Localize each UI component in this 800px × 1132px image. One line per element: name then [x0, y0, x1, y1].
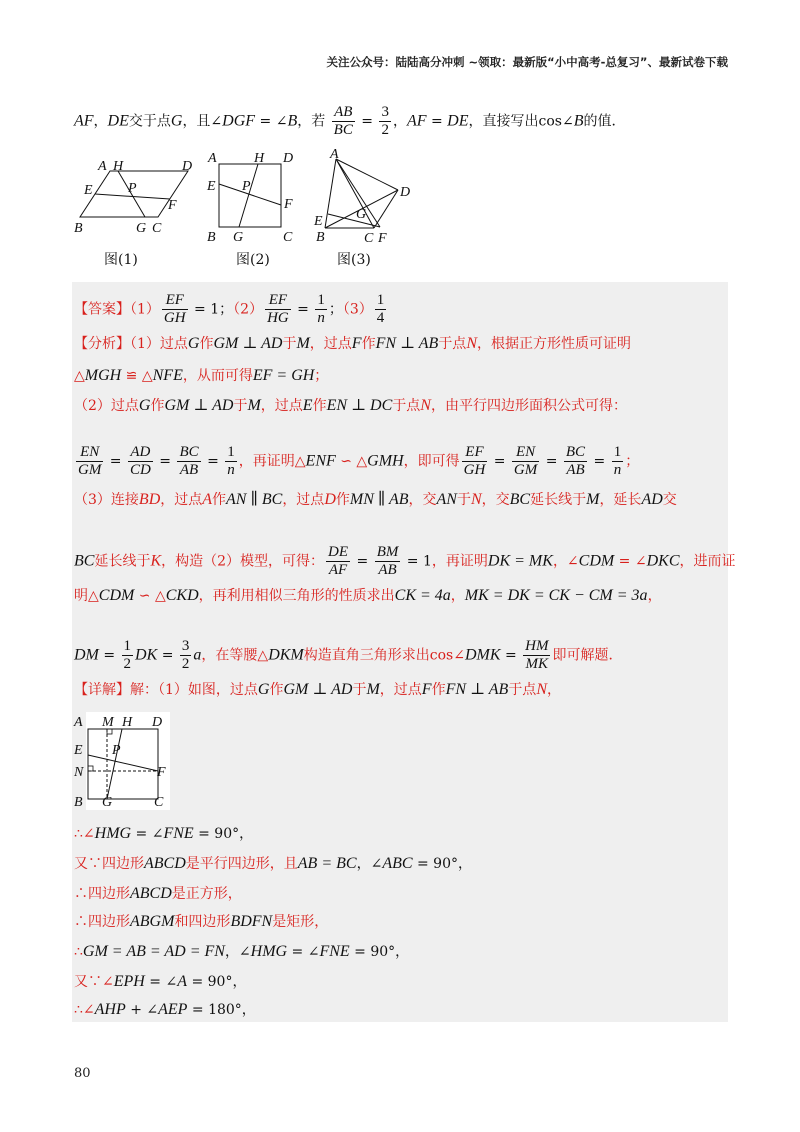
fig4-label: F	[157, 765, 166, 780]
fig3-label: G	[356, 207, 367, 222]
fig4-label: P	[112, 743, 121, 758]
fraction-ab-bc: $\frac{AB}{BC}$	[333, 104, 353, 138]
detail-step-3: ∴四边形ABCD是正方形，	[74, 885, 242, 902]
analysis-line-8: DM = $\frac{1}{2}$ DK = $\frac{3}{2}$ a，在等腰△DKM构造直角三角形求出cos∠DMK = $\frac{HM}{MK}$ 即可解题．	[74, 638, 623, 672]
detail-step-4: ∴四边形ABGM和四边形BDFN是矩形，	[74, 913, 329, 930]
fig2-label: B	[207, 230, 216, 245]
figure-4	[72, 712, 170, 810]
fig1-label: G	[136, 221, 147, 236]
detail-step-7: ∴∠AHP + ∠AEP = 180°，	[74, 1001, 256, 1018]
figure-2-caption: 图(2)	[236, 252, 270, 268]
fig2-label: E	[207, 179, 216, 194]
fraction-1-n: $\frac{1}{n}$	[317, 292, 325, 326]
analysis-line-7: 明△CDM ∽ △CKD，再利用相似三角形的性质求出CK = 4a，MK = DK = CK − CM = 3a，	[74, 587, 662, 604]
fig4-label: A	[74, 715, 83, 730]
fig1-label: E	[84, 183, 93, 198]
figure-3	[308, 146, 416, 246]
figure-1	[70, 152, 195, 238]
analysis-line-6: BC延长线于K，构造（2）模型，可得： $\frac{DE}{AF}$ = $\frac{BM}{AB}$ = 1，再证明DK = MK，∠CDM = ∠DKC，进而证	[74, 544, 736, 578]
fig2-label: C	[283, 230, 293, 245]
fig1-label: D	[182, 159, 193, 174]
fig1-label: F	[168, 198, 177, 213]
page-header: 关注公众号：陆陆高分冲刺 ~领取：最新版“小中高考-总复习”、最新试卷下载	[326, 55, 728, 69]
detail-step-2: 又∵四边形ABCD是平行四边形，且AB = BC，∠ABC = 90°，	[74, 855, 472, 872]
analysis-line-4: $\frac{EN}{GM}$ = $\frac{AD}{CD}$ = $\frac{BC}{AB}$ = $\frac{1}{n}$ ，再证明△ENF ∽ △GMH，即可得 $\frac{EF}{GH}$ = $\frac{EN}{GM}$ = $\frac{BC}{AB}$ = $\frac{1}{n}$ ；	[78, 444, 640, 478]
analysis-line-5: （3）连接BD，过点A作AN ∥ BC，过点D作MN ∥ AB，交AN于N，交BC延长线于M，延长AD交	[74, 491, 677, 508]
fig4-label: M	[102, 715, 114, 730]
analysis-line-2: △MGH ≌ △NFE，从而可得EF = GH；	[74, 367, 329, 384]
fig3-label: E	[314, 214, 323, 229]
detail-step-5: ∴GM = AB = AD = FN，∠HMG = ∠FNE = 90°，	[74, 943, 410, 960]
figure-3-caption: 图(3)	[337, 252, 371, 268]
fig1-label: A	[98, 159, 107, 174]
fig3-label: A	[330, 147, 339, 162]
detail-line-1: 【详解】解：（1）如图，过点G作GM ⊥ AD于M，过点F作FN ⊥ AB于点N，	[74, 681, 561, 698]
fig2-label: G	[233, 230, 244, 245]
fig4-label: H	[122, 715, 133, 730]
fig2-label: A	[208, 151, 217, 166]
fraction-ef-gh: $\frac{EF}{GH}$	[163, 292, 186, 326]
fraction-1-4: $\frac{1}{4}$	[376, 292, 385, 326]
fig2-label: H	[254, 151, 265, 166]
detail-step-1: ∴∠HMG = ∠FNE = 90°，	[74, 825, 254, 842]
fig1-label: C	[152, 221, 162, 236]
fraction-ef-hg: $\frac{EF}{HG}$	[267, 292, 289, 326]
fig4-label: B	[74, 795, 83, 810]
fig3-label: C	[364, 231, 374, 246]
fraction-3-2: $\frac{3}{2}$	[381, 104, 389, 138]
fig3-label: D	[400, 185, 411, 200]
fig2-label: F	[284, 197, 293, 212]
analysis-line-3: （2）过点G作GM ⊥ AD于M，过点E作EN ⊥ DC于点N，由平行四边形面积公式可得：	[74, 397, 627, 414]
question-line: AF，DE交于点G，且∠DGF = ∠B，若 $\frac{AB}{BC}$ = $\frac{3}{2}$ ，AF = DE，直接写出cos∠B的值．	[74, 104, 626, 138]
page-number: 80	[74, 1066, 91, 1081]
fig4-label: E	[74, 743, 83, 758]
fig4-label: N	[74, 765, 84, 780]
fig1-label: P	[128, 181, 137, 196]
fig1-label: B	[74, 221, 83, 236]
fig2-label: D	[283, 151, 294, 166]
analysis-line-1: 【分析】（1）过点G作GM ⊥ AD于M，过点F作FN ⊥ AB于点N，根据正方形性质可证明	[74, 335, 631, 352]
fig2-label: P	[242, 179, 251, 194]
fig3-label: B	[316, 230, 325, 245]
fig1-label: H	[113, 159, 124, 174]
figure-1-caption: 图(1)	[104, 252, 138, 268]
fig4-label: C	[154, 795, 164, 810]
fig4-label: G	[102, 795, 113, 810]
fig3-label: F	[378, 231, 387, 246]
figure-2	[200, 148, 305, 246]
answer-line: 【答案】（1） $\frac{EF}{GH}$ = 1；（2） $\frac{EF}{HG}$ = $\frac{1}{n}$ ；（3） $\frac{1}{4}$	[74, 292, 385, 326]
detail-step-6: 又∵∠EPH = ∠A = 90°，	[74, 973, 247, 990]
fig4-label: D	[152, 715, 163, 730]
